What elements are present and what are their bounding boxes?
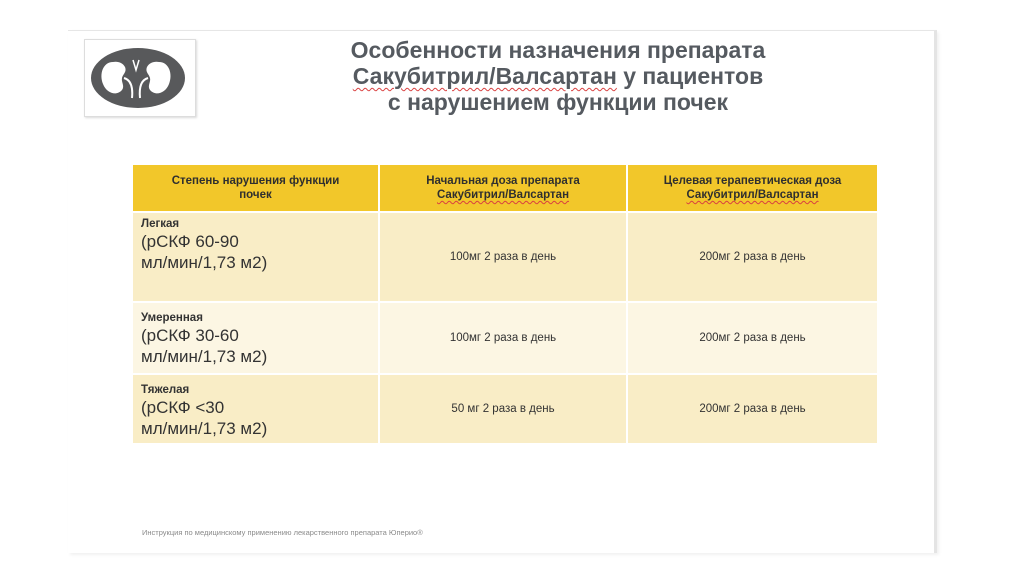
grade-name: Тяжелая <box>141 384 190 396</box>
footnote: Инструкция по медицинскому применению лекарственного препарата Юперио® <box>142 528 423 537</box>
drug-name: Сакубитрил/Валсартан <box>352 63 617 89</box>
header-line: почек <box>239 189 272 201</box>
table-row <box>133 212 877 302</box>
grade-name: Легкая <box>141 218 180 230</box>
target-dose-cell: 200мг 2 раза в день <box>627 302 877 374</box>
header-target-dose <box>627 165 877 212</box>
grade-range: (рСКФ <30 мл/мин/1,73 м2) <box>141 398 268 438</box>
header-line: Сакубитрил/Валсартан <box>436 189 570 201</box>
grade-cell <box>133 374 379 444</box>
grade-range: (рСКФ 60-90 мл/мин/1,73 м2) <box>141 232 268 272</box>
title-line-2 <box>258 63 858 89</box>
slide <box>68 30 937 553</box>
start-dose-cell: 100мг 2 раза в день <box>379 302 627 374</box>
table-row <box>133 374 877 444</box>
title-line-3: с нарушением функции почек <box>387 89 729 115</box>
start-dose-cell: 50 мг 2 раза в день <box>379 374 627 444</box>
header-start-dose <box>379 165 627 212</box>
grade-range: (рСКФ 30-60 мл/мин/1,73 м2) <box>141 326 268 366</box>
logo <box>84 39 196 117</box>
grade-cell <box>133 302 379 374</box>
header-line: Степень нарушения функции <box>171 175 340 187</box>
page-title <box>258 37 858 115</box>
grade-cell <box>133 212 379 302</box>
title-line-2-rest: у пациентов <box>616 63 764 89</box>
dosing-table <box>133 165 877 445</box>
header-line: Начальная доза препарата <box>426 175 580 187</box>
start-dose-cell: 100мг 2 раза в день <box>379 212 627 302</box>
kidneys-icon <box>85 40 195 116</box>
header-impairment-grade <box>133 165 379 212</box>
title-line-1: Особенности назначения препарата <box>350 37 766 63</box>
target-dose-cell: 200мг 2 раза в день <box>627 374 877 444</box>
grade-name: Умеренная <box>141 312 203 324</box>
header-line: Сакубитрил/Валсартан <box>686 189 819 201</box>
header-line: Целевая терапевтическая доза <box>663 175 842 187</box>
target-dose-cell: 200мг 2 раза в день <box>627 212 877 302</box>
table-header-row <box>133 165 877 212</box>
table-row <box>133 302 877 374</box>
